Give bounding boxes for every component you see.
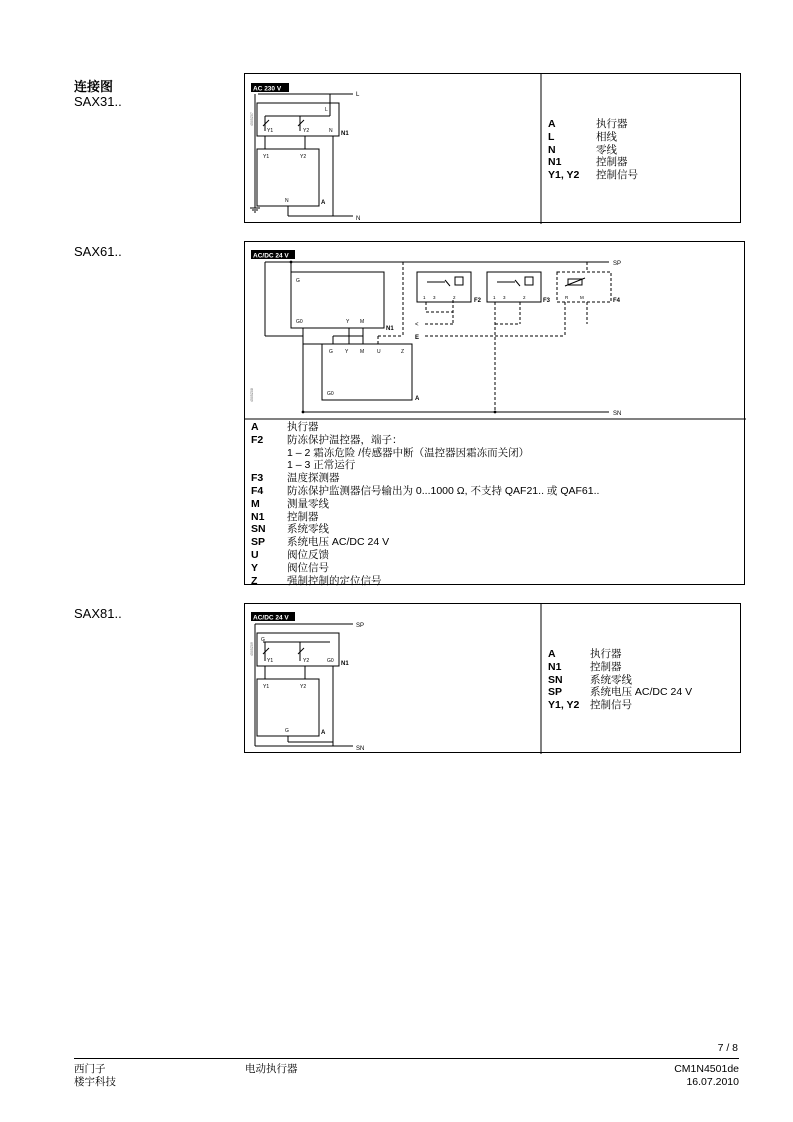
- a-label: A: [321, 730, 326, 736]
- sax61-wiring-diagram: [245, 242, 746, 420]
- legend-row: SN 系统零线: [251, 523, 329, 536]
- terminal-G-bottom: G: [285, 728, 289, 734]
- footer-company: [74, 1063, 116, 1089]
- legend-row: SP 系统电压 AC/DC 24 V: [251, 536, 390, 549]
- legend-row: A 执行器: [548, 648, 622, 660]
- terminal-G-a: G: [329, 349, 333, 355]
- legend-row: F4 防冻保护监测器信号输出为 0...1000 Ω, 不支持 QAF21.. 或 QAF61..: [251, 484, 600, 497]
- terminal-G0-a: G0: [327, 391, 334, 397]
- terminal-N: N: [356, 216, 361, 222]
- legend-row: F2 防冻保护温控器，端子：: [251, 433, 403, 446]
- terminal-Y2b: Y2: [300, 154, 307, 160]
- legend-row: Y 阀位信号: [251, 561, 329, 574]
- legend-row: Y1, Y2 控制信号: [548, 699, 632, 712]
- terminal-Y1: Y1: [267, 658, 274, 664]
- sax61-legend: [251, 421, 599, 587]
- terminal-Y1b: Y1: [263, 154, 270, 160]
- f4-label: F4: [613, 298, 621, 304]
- company-line-2: 楼宇科技: [74, 1076, 116, 1088]
- sax31-legend: [548, 118, 638, 182]
- terminal-SN: SN: [356, 746, 365, 752]
- svg-text:<: <: [415, 322, 419, 328]
- terminal-Y1b: Y1: [263, 684, 270, 690]
- terminal-M-a: M: [360, 349, 365, 355]
- model-label-sax81: SAX81..: [74, 606, 122, 621]
- doc-date: 16.07.2010: [686, 1076, 739, 1088]
- terminal-Y2b: Y2: [300, 684, 307, 690]
- terminal-Y1: Y1: [267, 128, 274, 134]
- legend-row: F3 温度探测器: [251, 472, 340, 485]
- diagram-code: 4505Z09: [250, 642, 254, 656]
- sax61-panel: [244, 241, 745, 585]
- sax81-legend: [548, 648, 692, 712]
- f4-terminal-R: R: [565, 295, 569, 300]
- legend-row: N1 控制器: [548, 660, 622, 673]
- terminal-N-small: N: [329, 128, 333, 134]
- terminal-Y2: Y2: [303, 128, 310, 134]
- f3-terminal-3: 3: [503, 295, 506, 300]
- supply-label: AC 230 V: [253, 85, 282, 93]
- terminal-Z: Z: [401, 349, 405, 355]
- f3-terminal-2: 2: [523, 295, 526, 300]
- model-label-sax61: SAX61..: [74, 244, 122, 259]
- f2-terminal-2: 2: [453, 295, 456, 300]
- legend-row: A 执行器: [251, 421, 319, 433]
- n1-label: N1: [341, 661, 349, 667]
- a-label: A: [321, 200, 326, 206]
- terminal-SP: SP: [356, 623, 365, 629]
- f3-terminal-1: 1: [493, 295, 496, 300]
- model-label-sax31: SAX31..: [74, 94, 122, 109]
- terminal-G: G: [261, 637, 265, 643]
- doc-number: CM1N4501de: [674, 1063, 739, 1075]
- page-number: 7 / 8: [717, 1042, 738, 1054]
- terminal-Y2: Y2: [303, 658, 310, 664]
- terminal-SN: SN: [613, 411, 622, 417]
- n1-label: N1: [341, 131, 349, 137]
- terminal-SP: SP: [613, 261, 622, 267]
- f4-terminal-M: M: [580, 295, 584, 300]
- legend-row: 1 – 2 霜冻危险 /传感器中断（温控器因霜冻而关闭）: [287, 446, 530, 459]
- f3-label: F3: [543, 298, 551, 304]
- supply-label: AC/DC 24 V: [253, 614, 289, 622]
- terminal-G: G: [296, 278, 300, 284]
- terminal-U: U: [377, 349, 381, 355]
- supply-label: AC/DC 24 V: [253, 252, 289, 260]
- terminal-Y: Y: [346, 319, 350, 325]
- n1-label: N1: [386, 326, 394, 332]
- company-line-1: 西门子: [74, 1063, 106, 1075]
- terminal-L: L: [356, 92, 360, 98]
- legend-row: U 阀位反馈: [251, 548, 329, 561]
- f2-terminal-3: 3: [433, 295, 436, 300]
- legend-row: SP 系统电压 AC/DC 24 V: [548, 686, 693, 699]
- terminal-E: E: [415, 335, 420, 341]
- terminal-G0: G0: [296, 319, 303, 325]
- sax81-panel: [244, 603, 741, 753]
- terminal-M: M: [360, 319, 365, 325]
- f2-label: F2: [474, 298, 482, 304]
- legend-row: A 执行器: [548, 118, 628, 130]
- legend-row: M 测量零线: [251, 497, 329, 510]
- legend-row: 1 – 3 正常运行: [287, 459, 356, 472]
- legend-row: N 零线: [548, 143, 617, 156]
- a-label: A: [415, 396, 420, 402]
- footer-doc-info: [639, 1063, 739, 1089]
- f2-terminal-1: 1: [423, 295, 426, 300]
- legend-row: L 相线: [548, 130, 617, 143]
- diagram-code: 4505Z08: [250, 388, 254, 402]
- terminal-G0: G0: [327, 658, 334, 664]
- legend-row: N1 控制器: [251, 510, 319, 523]
- terminal-L-small: L: [325, 107, 328, 113]
- sax31-wiring-diagram: [245, 74, 742, 224]
- legend-row: N1 控制器: [548, 156, 628, 169]
- footer-doc-title: 电动执行器: [245, 1063, 298, 1075]
- section-title: 连接图: [74, 79, 114, 94]
- legend-row: SN 系统零线: [548, 673, 632, 686]
- legend-row: Y1, Y2 控制信号: [548, 169, 638, 182]
- terminal-Y-a: Y: [345, 349, 349, 355]
- terminal-N-bottom: N: [285, 198, 289, 204]
- sax31-panel: [244, 73, 741, 223]
- footer-divider: [74, 1058, 739, 1059]
- legend-row: Z 强制控制的定位信号: [251, 574, 382, 587]
- diagram-code: 4505Z07: [250, 112, 254, 126]
